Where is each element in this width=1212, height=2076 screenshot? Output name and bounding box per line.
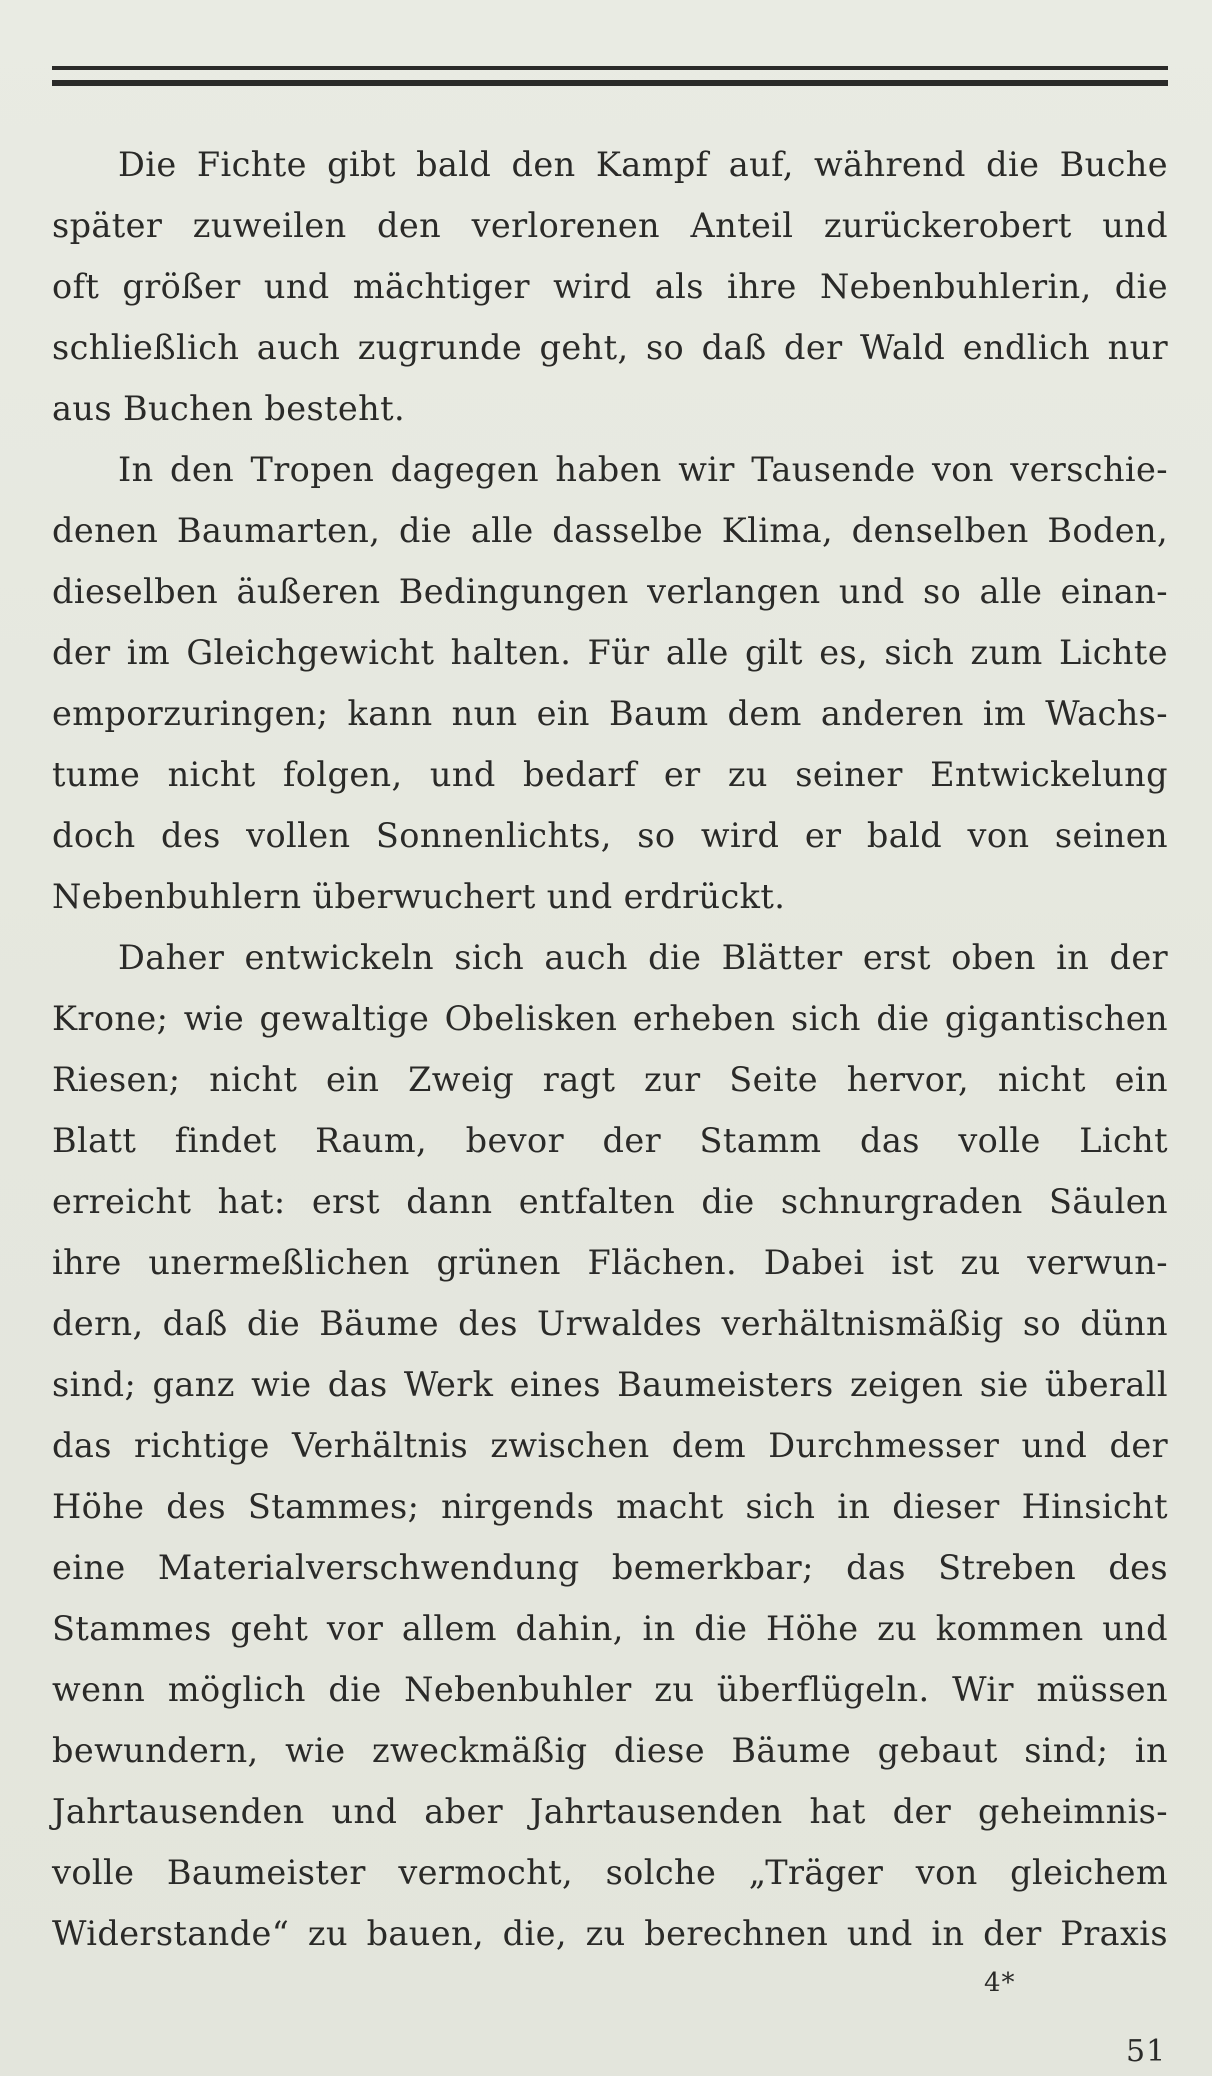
text-line: Widerstande“ zu bauen, die, zu berechnen und in der Praxis [52,1914,1168,1953]
text-line: aus Buchen besteht. [52,389,406,428]
paragraph-2 [52,439,1168,927]
text-line: bewundern, wie zweckmäßig diese Bäume gebaut sind; in [52,1731,1168,1770]
header-rule-thick [52,80,1168,86]
paragraph-1 [52,134,1168,439]
text-line: erreicht hat: erst dann entfalten die schnurgraden Säulen [52,1182,1168,1221]
text-line: das richtige Verhältnis zwischen dem Durchmesser und der [52,1426,1168,1465]
page-number: 51 [1126,2034,1167,2069]
text-line: In den Tropen dagegen haben wir Tausende von verschie- [118,450,1168,489]
text-line: Stammes geht vor allem dahin, in die Höhe zu kommen und [52,1609,1168,1648]
header-double-rule [52,66,1168,90]
text-line: der im Gleichgewicht halten. Für alle gilt es, sich zum Lichte [52,633,1168,672]
text-line: Riesen; nicht ein Zweig ragt zur Seite hervor, nicht ein [52,1060,1168,1099]
text-line: ihre unermeßlichen grünen Flächen. Dabei ist zu verwun- [52,1243,1168,1282]
text-line: Jahrtausenden und aber Jahrtausenden hat der geheimnis- [52,1792,1168,1831]
text-line: dern, daß die Bäume des Urwaldes verhältnismäßig so dünn [52,1304,1168,1343]
text-line: denen Baumarten, die alle dasselbe Klima, denselben Boden, [52,511,1168,550]
text-line: sind; ganz wie das Werk eines Baumeisters zeigen sie überall [52,1365,1168,1404]
paragraph-3 [52,927,1168,1964]
text-line: emporzuringen; kann nun ein Baum dem anderen im Wachs- [52,694,1168,733]
text-line: Blatt findet Raum, bevor der Stamm das volle Licht [52,1121,1168,1160]
text-line: doch des vollen Sonnenlichts, so wird er bald von seinen [52,816,1168,855]
body-text [52,134,1168,1964]
text-line: Die Fichte gibt bald den Kampf auf, während die Buche [118,145,1168,184]
text-line: später zuweilen den verlorenen Anteil zurückerobert und [52,206,1168,245]
text-line: Nebenbuhlern überwuchert und erdrückt. [52,877,786,916]
text-line: Daher entwickeln sich auch die Blätter erst oben in der [118,938,1168,977]
text-line: volle Baumeister vermocht, solche „Träger von gleichem [52,1853,1168,1892]
text-line: oft größer und mächtiger wird als ihre Nebenbuhlerin, die [52,267,1168,306]
signature-mark: 4* [984,1968,1016,1998]
text-line: dieselben äußeren Bedingungen verlangen und so alle einan- [52,572,1168,611]
text-line: Höhe des Stammes; nirgends macht sich in dieser Hinsicht [52,1487,1168,1526]
text-line: wenn möglich die Nebenbuhler zu überflügeln. Wir müssen [52,1670,1168,1709]
text-line: eine Materialverschwendung bemerkbar; das Streben des [52,1548,1168,1587]
text-line: Krone; wie gewaltige Obelisken erheben sich die gigantischen [52,999,1168,1038]
header-rule-thin [52,66,1168,70]
text-line: schließlich auch zugrunde geht, so daß der Wald endlich nur [52,328,1168,367]
text-line: tume nicht folgen, und bedarf er zu seiner Entwickelung [52,755,1168,794]
